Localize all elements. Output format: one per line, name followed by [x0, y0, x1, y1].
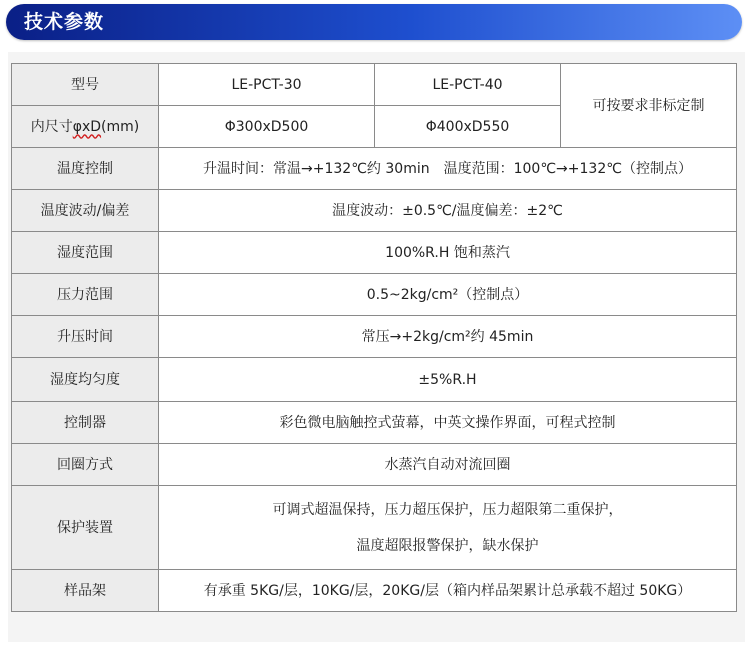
protect-line-1: 可调式超温保持，压力超压保护，压力超限第二重保护，	[272, 501, 623, 518]
table-row	[12, 444, 737, 486]
table-row-rack	[12, 570, 737, 612]
row-label: 升压时间	[12, 316, 159, 358]
table-row-protection	[12, 486, 737, 570]
protect-label: 保护装置	[12, 486, 159, 570]
row-value: ±5%R.H	[159, 358, 737, 402]
row-label: 湿度均匀度	[12, 358, 159, 402]
size-30: Φ300xD500	[159, 106, 375, 148]
row-label: 回圈方式	[12, 444, 159, 486]
row-value: 100%R.H 饱和蒸汽	[159, 232, 737, 274]
model-30: LE-PCT-30	[159, 64, 375, 106]
table-row	[12, 274, 737, 316]
table-row-model	[12, 64, 737, 106]
row-value: 温度波动：±0.5℃/温度偏差：±2℃	[159, 190, 737, 232]
rack-value: 有承重 5KG/层，10KG/层，20KG/层（箱内样品架累计总承载不超过 50KG）	[159, 570, 737, 612]
model-label: 型号	[12, 64, 159, 106]
table-row	[12, 148, 737, 190]
table-row	[12, 232, 737, 274]
protect-value	[159, 486, 737, 570]
table-row	[12, 316, 737, 358]
row-label: 温度控制	[12, 148, 159, 190]
size-40: Φ400xD550	[375, 106, 561, 148]
row-label: 压力范围	[12, 274, 159, 316]
section-header-bar	[6, 4, 742, 40]
row-value: 彩色微电脑触控式萤幕，中英文操作界面，可程式控制	[159, 402, 737, 444]
model-40: LE-PCT-40	[375, 64, 561, 106]
row-value: 水蒸汽自动对流回圈	[159, 444, 737, 486]
rack-label: 样品架	[12, 570, 159, 612]
size-label-prefix: 内尺寸	[30, 118, 73, 135]
spec-table	[11, 63, 737, 612]
row-value: 0.5~2kg/cm²（控制点）	[159, 274, 737, 316]
size-label	[12, 106, 159, 148]
section-title: 技术参数	[24, 11, 105, 33]
protect-line-2: 温度超限报警保护，缺水保护	[356, 537, 539, 554]
table-row	[12, 190, 737, 232]
size-label-suffix: (mm)	[101, 118, 140, 135]
size-label-wavy: φxD	[72, 118, 102, 135]
custom-note: 可按要求非标定制	[561, 64, 737, 148]
table-row	[12, 402, 737, 444]
row-label: 温度波动/偏差	[12, 190, 159, 232]
row-label: 控制器	[12, 402, 159, 444]
table-row	[12, 358, 737, 402]
row-value: 常压→+2kg/cm²约 45min	[159, 316, 737, 358]
row-value: 升温时间：常温→+132℃约 30min 温度范围：100℃→+132℃（控制点）	[159, 148, 737, 190]
row-label: 湿度范围	[12, 232, 159, 274]
